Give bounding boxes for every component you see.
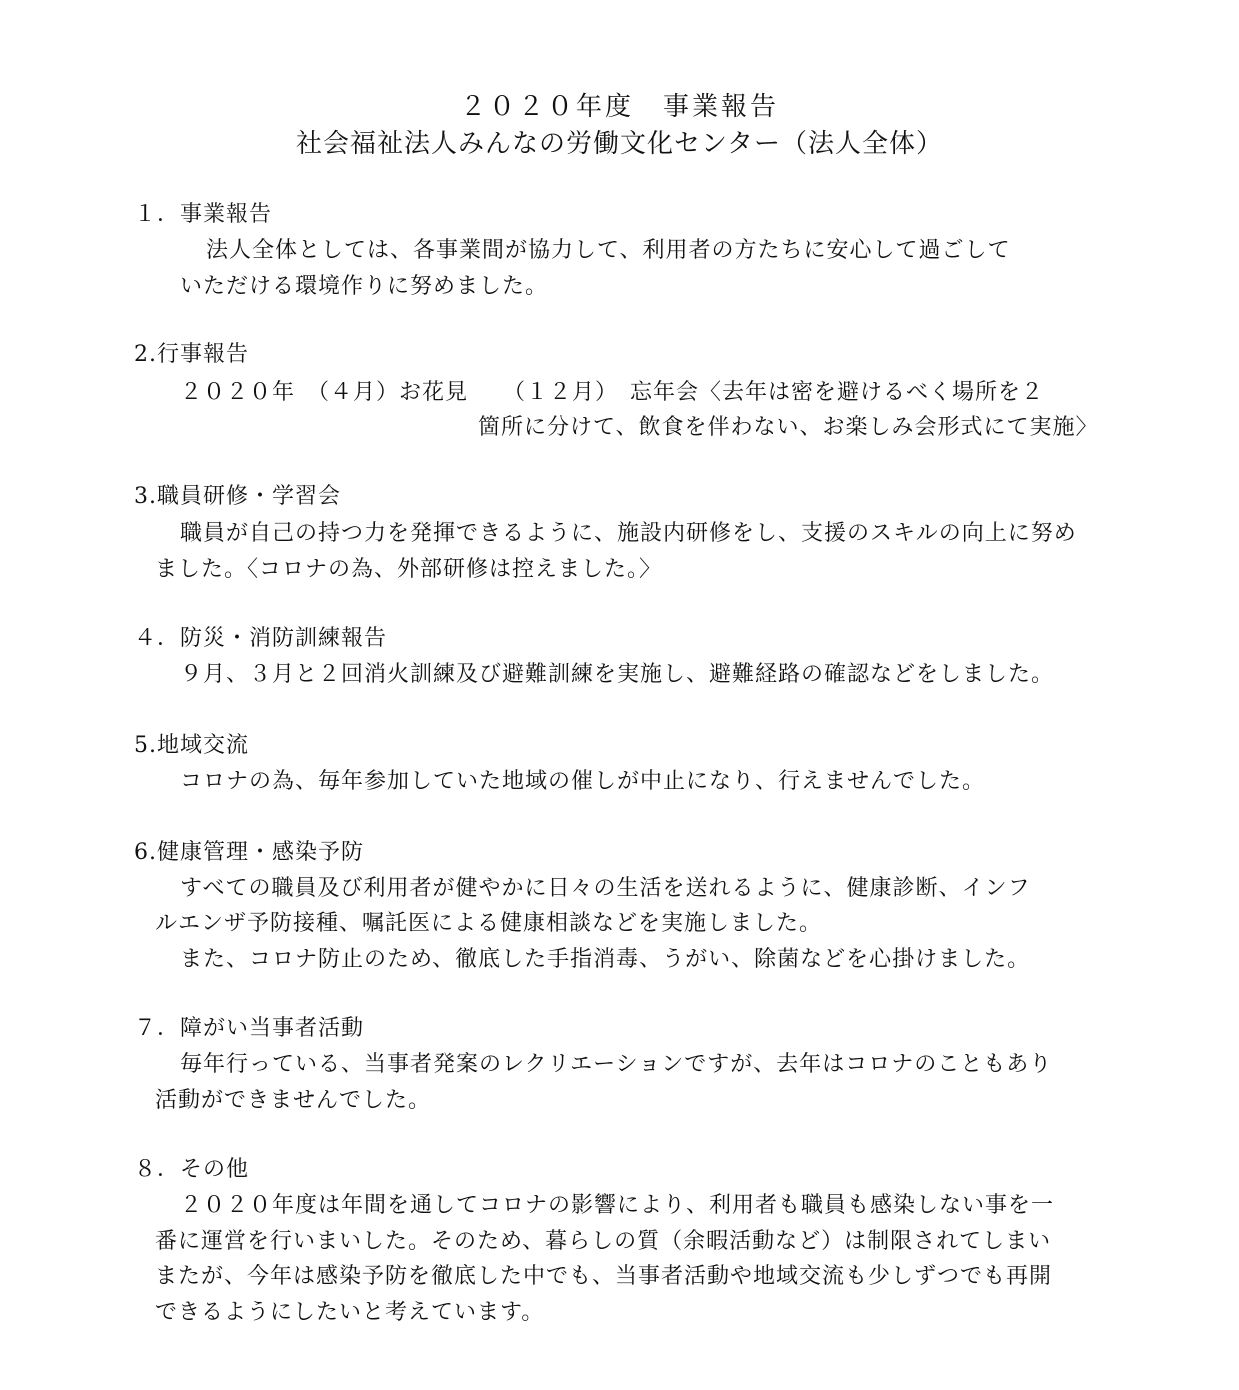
section-body-line: またが、今年は感染予防を徹底した中でも、当事者活動や地域交流も少しずつでも再開: [155, 1264, 1053, 1289]
section-body-line: すべての職員及び利用者が健やかに日々の生活を送れるように、健康診断、インフ: [180, 876, 1031, 901]
section-body-line: 法人全体としては、各事業間が協力して、利用者の方たちに安心して過ごして: [206, 238, 1011, 263]
section-heading-self-advocacy: ７．障がい当事者活動: [134, 1016, 365, 1041]
section-body-line: 番に運営を行いまいした。そのため、暮らしの質（余暇活動など）は制限されてしまい: [155, 1229, 1052, 1254]
document-title: ２０２０年度 事業報告: [459, 92, 779, 122]
section-body-line: また、コロナ防止のため、徹底した手指消毒、うがい、除菌などを心掛けました。: [180, 947, 1031, 972]
section-heading-event-report: 2.行事報告: [134, 342, 249, 367]
section-body-line: ２０２０年度は年間を通してコロナの影響により、利用者も職員も感染しない事を一: [180, 1193, 1055, 1218]
section-body-line: コロナの為、毎年参加していた地域の催しが中止になり、行えませんでした。: [180, 769, 986, 794]
section-body-line: ２０２０年 （４月）お花見 （１２月） 忘年会〈去年は密を避けるべく場所を２: [180, 380, 1045, 405]
section-body-line: 毎年行っている、当事者発案のレクリエーションですが、去年はコロナのこともあり: [180, 1052, 1053, 1077]
section-body-line: ました。〈コロナの為、外部研修は控えました。〉: [155, 557, 663, 582]
section-heading-disaster-drill: ４．防災・消防訓練報告: [134, 626, 388, 651]
section-body-line: できるようにしたいと考えています。: [155, 1300, 545, 1325]
section-body-line: いただける環境作りに努めました。: [180, 274, 549, 299]
section-heading-other: ８．その他: [134, 1157, 250, 1182]
section-heading-community: 5.地域交流: [134, 733, 249, 758]
document-subtitle: 社会福祉法人みんなの労働文化センター（法人全体）: [296, 129, 943, 159]
section-body-line: ルエンザ予防接種、嘱託医による健康相談などを実施しました。: [155, 911, 823, 936]
section-body-line: 箇所に分けて、飲食を伴わない、お楽しみ会形式にて実施〉: [478, 415, 1099, 440]
section-heading-business-report: １．事業報告: [134, 202, 273, 227]
section-heading-health: 6.健康管理・感染予防: [134, 840, 364, 865]
section-body-line: 活動ができませんでした。: [155, 1088, 432, 1113]
section-heading-staff-training: 3.職員研修・学習会: [134, 484, 341, 509]
section-body-line: 職員が自己の持つ力を発揮できるように、施設内研修をし、支援のスキルの向上に努め: [180, 521, 1077, 546]
section-body-line: ９月、３月と２回消火訓練及び避難訓練を実施し、避難経路の確認などをしました。: [180, 662, 1055, 687]
